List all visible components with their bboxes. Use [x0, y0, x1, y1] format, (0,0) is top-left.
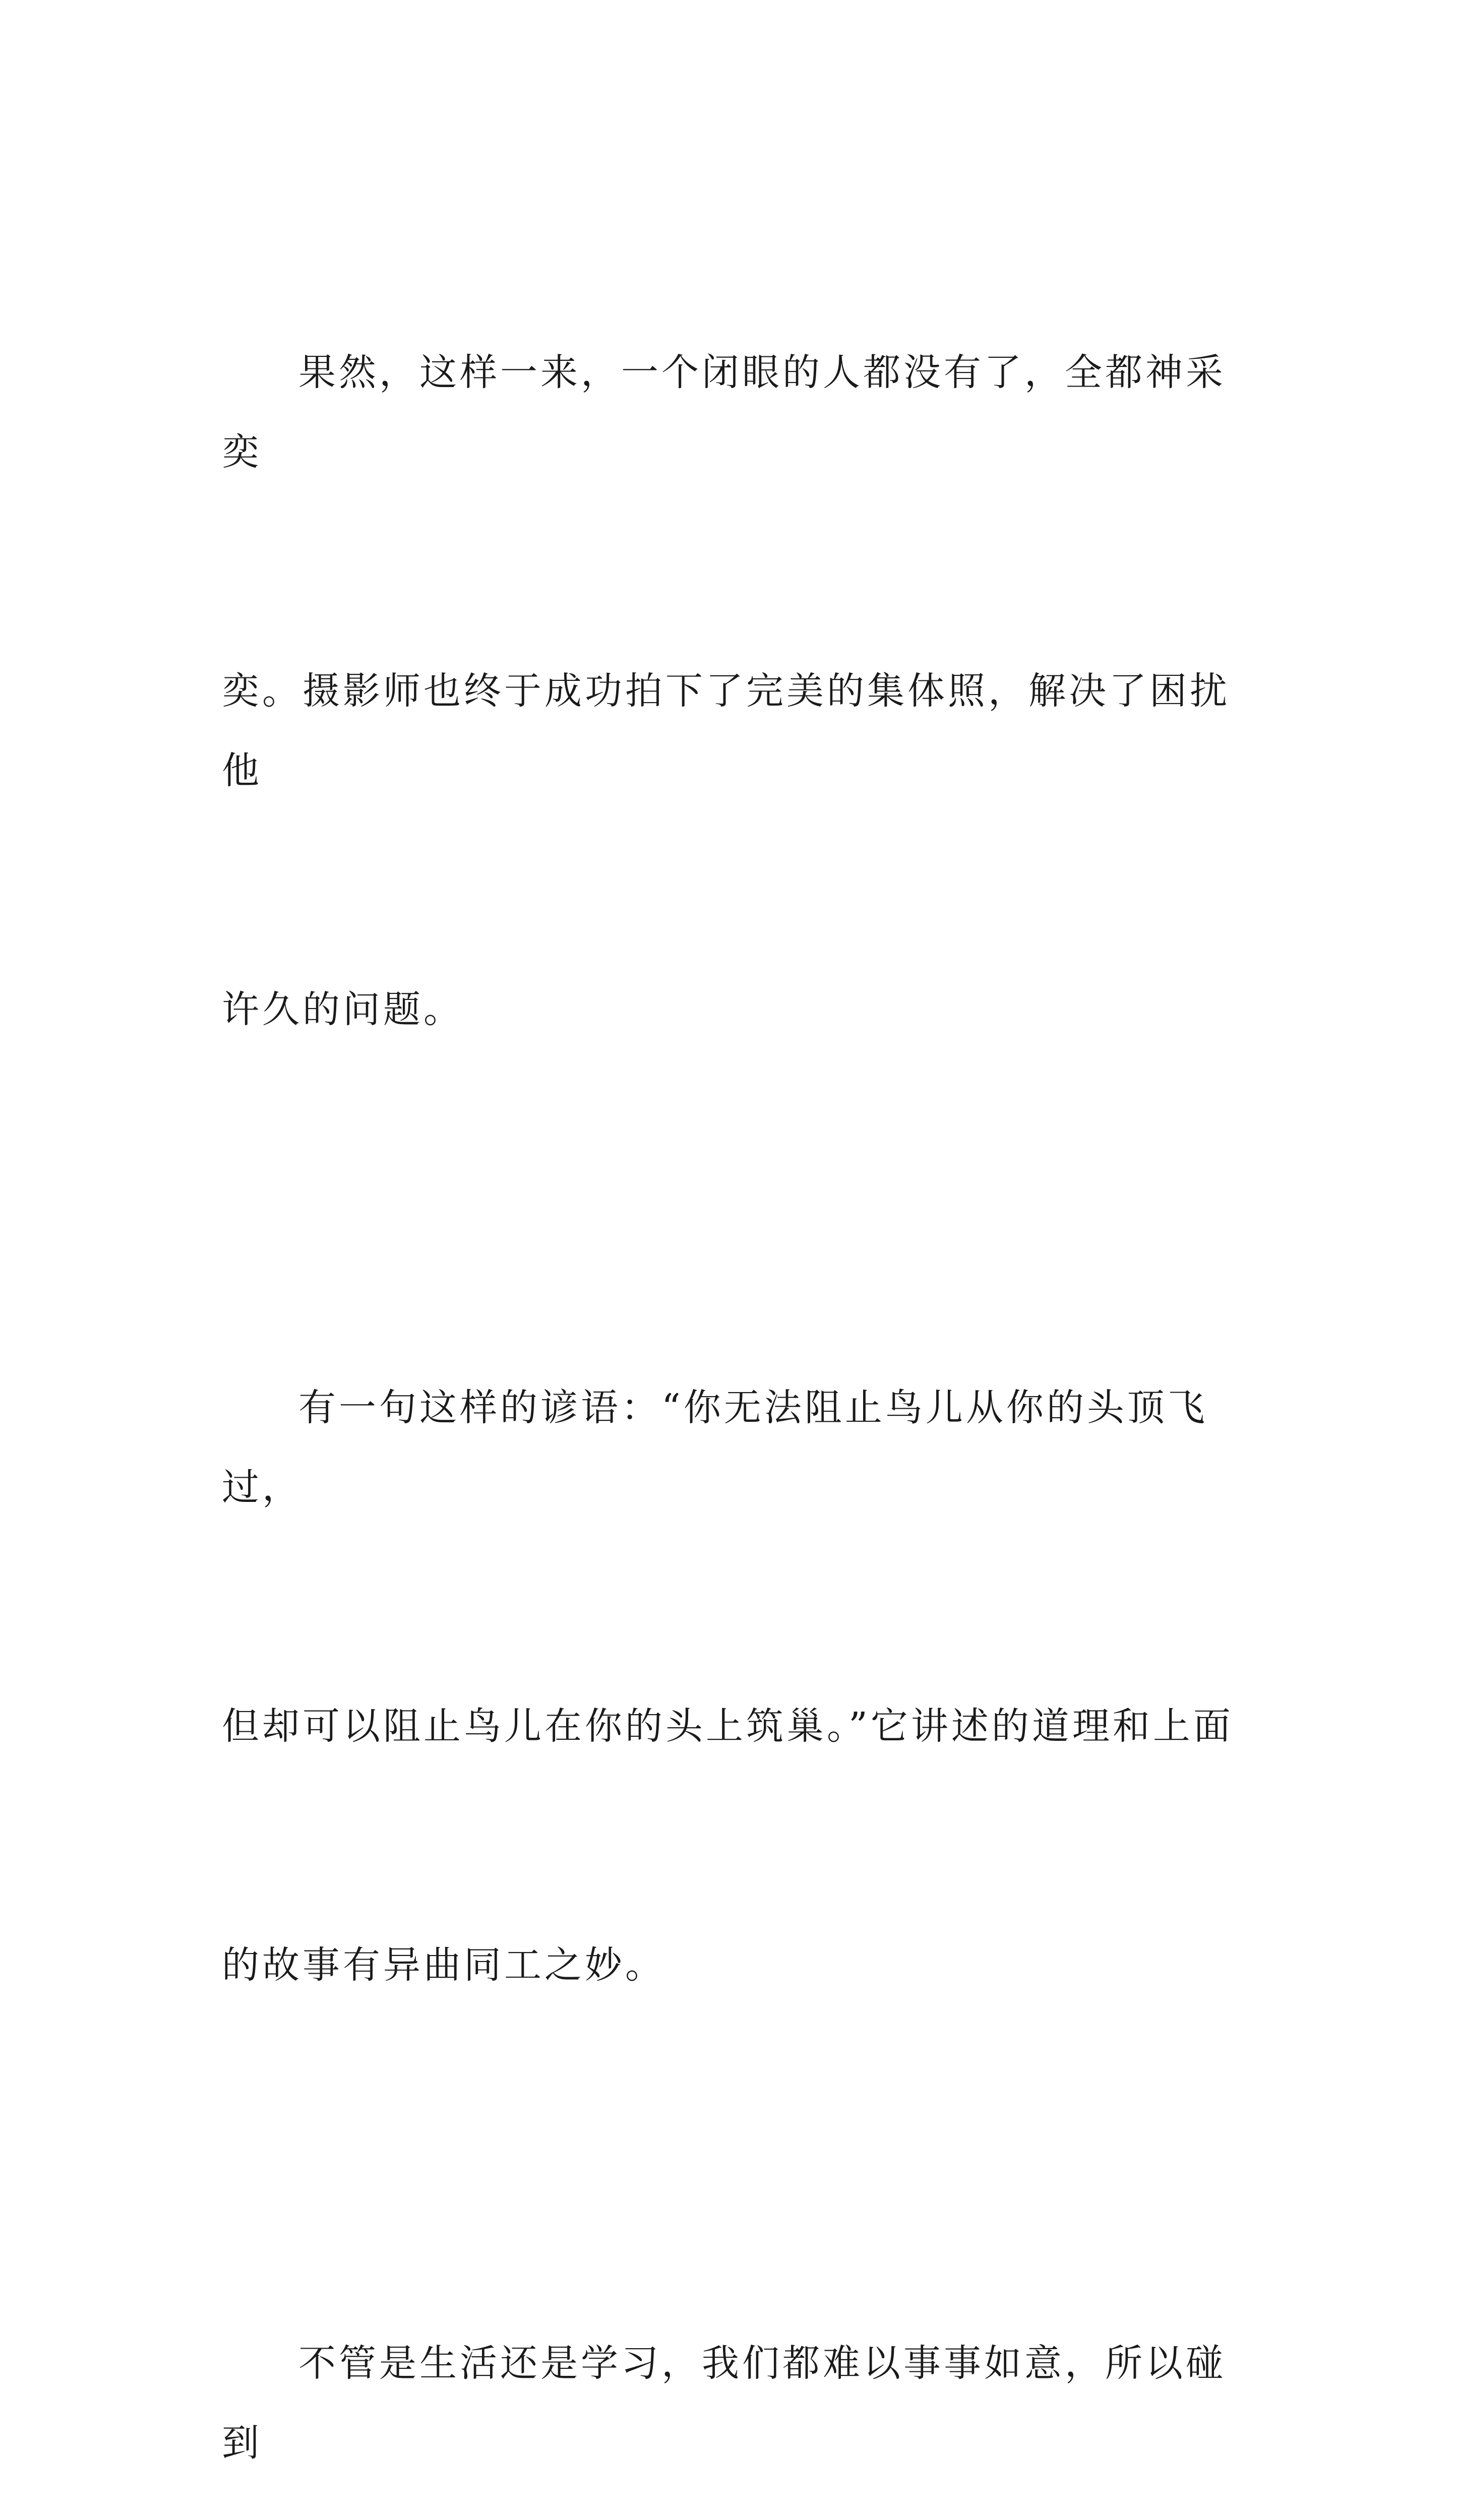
text-line: 不管是生活还是学习，我们都难以事事如意，所以碰到	[222, 2342, 1226, 2465]
paragraph-mood	[222, 2164, 1237, 2520]
text-line: 奕。摄影师也终于成功拍下了完美的集体照，解决了困扰他	[222, 669, 1230, 792]
paragraph-photographer-result	[222, 173, 1237, 1209]
text-line: 许久的问题。	[222, 988, 464, 1031]
text-line: 的故事有异曲同工之妙。	[222, 1943, 665, 1987]
text-line: 但却可以阻止鸟儿在你的头上筑巢。”它讲述的道理和上面	[222, 1705, 1234, 1748]
text-line: 有一句这样的谚语：“你无法阻止鸟儿从你的头顶飞过，	[222, 1386, 1208, 1509]
paragraph-proverb	[222, 1209, 1237, 2164]
text-line: 果然，这样一来，一个闭眼的人都没有了，全都神采奕	[222, 351, 1226, 474]
